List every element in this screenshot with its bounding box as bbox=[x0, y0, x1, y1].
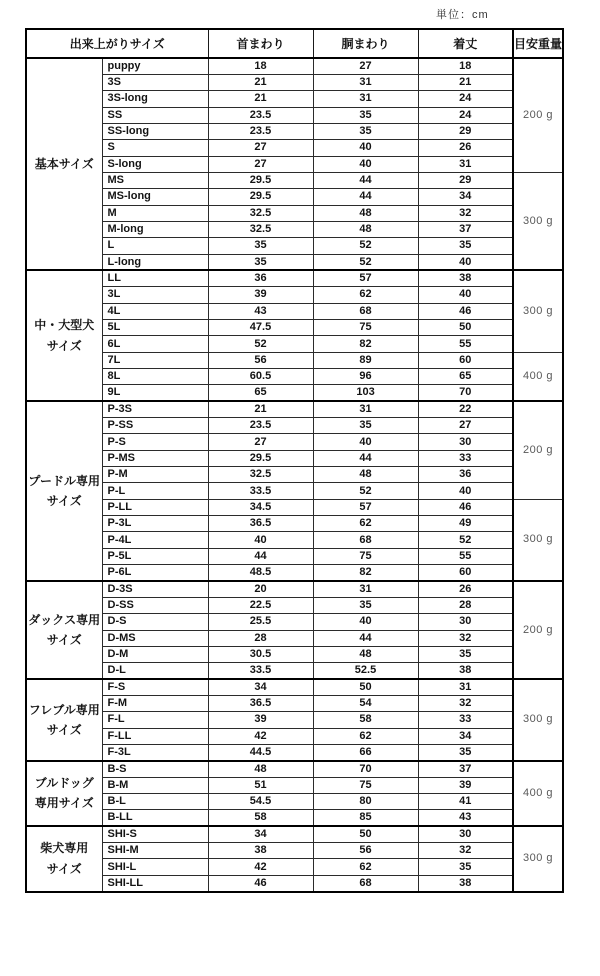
table-row bbox=[26, 597, 563, 613]
table-row bbox=[26, 352, 563, 368]
body-value-cell: 48 bbox=[313, 221, 418, 237]
size-name-cell: D-L bbox=[102, 663, 208, 679]
size-name-cell: P-SS bbox=[102, 418, 208, 434]
body-value-cell: 62 bbox=[313, 516, 418, 532]
size-chart-table bbox=[25, 28, 564, 893]
neck-value-cell: 25.5 bbox=[208, 614, 313, 630]
table-row bbox=[26, 744, 563, 760]
size-name-cell: B-S bbox=[102, 761, 208, 777]
body-value-cell: 75 bbox=[313, 548, 418, 564]
table-row bbox=[26, 761, 563, 777]
size-name-cell: P-MS bbox=[102, 450, 208, 466]
table-row bbox=[26, 74, 563, 90]
table-row bbox=[26, 810, 563, 826]
neck-value-cell: 47.5 bbox=[208, 320, 313, 336]
body-value-cell: 75 bbox=[313, 320, 418, 336]
neck-value-cell: 34 bbox=[208, 826, 313, 842]
length-value-cell: 31 bbox=[418, 679, 513, 695]
length-value-cell: 55 bbox=[418, 548, 513, 564]
body-value-cell: 62 bbox=[313, 287, 418, 303]
neck-value-cell: 23.5 bbox=[208, 123, 313, 139]
length-value-cell: 34 bbox=[418, 728, 513, 744]
length-value-cell: 49 bbox=[418, 516, 513, 532]
neck-value-cell: 18 bbox=[208, 58, 313, 74]
length-value-cell: 32 bbox=[418, 205, 513, 221]
body-value-cell: 48 bbox=[313, 646, 418, 662]
length-value-cell: 50 bbox=[418, 320, 513, 336]
neck-value-cell: 42 bbox=[208, 728, 313, 744]
neck-value-cell: 22.5 bbox=[208, 597, 313, 613]
body-value-cell: 82 bbox=[313, 336, 418, 352]
size-name-cell: S bbox=[102, 140, 208, 156]
neck-value-cell: 21 bbox=[208, 401, 313, 417]
length-value-cell: 24 bbox=[418, 91, 513, 107]
size-name-cell: SHI-M bbox=[102, 843, 208, 859]
neck-value-cell: 29.5 bbox=[208, 172, 313, 188]
body-value-cell: 57 bbox=[313, 270, 418, 286]
neck-value-cell: 32.5 bbox=[208, 221, 313, 237]
length-value-cell: 30 bbox=[418, 826, 513, 842]
body-value-cell: 48 bbox=[313, 205, 418, 221]
body-value-cell: 44 bbox=[313, 450, 418, 466]
header-neck: 首まわり bbox=[208, 29, 313, 58]
table-row bbox=[26, 793, 563, 809]
length-value-cell: 33 bbox=[418, 450, 513, 466]
body-value-cell: 52.5 bbox=[313, 663, 418, 679]
length-value-cell: 41 bbox=[418, 793, 513, 809]
size-name-cell: puppy bbox=[102, 58, 208, 74]
length-value-cell: 46 bbox=[418, 499, 513, 515]
size-name-cell: 5L bbox=[102, 320, 208, 336]
neck-value-cell: 34 bbox=[208, 679, 313, 695]
size-name-cell: F-LL bbox=[102, 728, 208, 744]
length-value-cell: 46 bbox=[418, 303, 513, 319]
length-value-cell: 35 bbox=[418, 646, 513, 662]
size-table-body bbox=[26, 58, 563, 892]
header-body: 胴まわり bbox=[313, 29, 418, 58]
table-row bbox=[26, 205, 563, 221]
table-row bbox=[26, 548, 563, 564]
neck-value-cell: 58 bbox=[208, 810, 313, 826]
neck-value-cell: 36.5 bbox=[208, 695, 313, 711]
size-name-cell: 8L bbox=[102, 369, 208, 385]
header-length: 着丈 bbox=[418, 29, 513, 58]
neck-value-cell: 39 bbox=[208, 287, 313, 303]
table-row bbox=[26, 646, 563, 662]
body-value-cell: 48 bbox=[313, 467, 418, 483]
body-value-cell: 50 bbox=[313, 826, 418, 842]
table-row bbox=[26, 532, 563, 548]
length-value-cell: 29 bbox=[418, 172, 513, 188]
table-row bbox=[26, 58, 563, 74]
neck-value-cell: 20 bbox=[208, 581, 313, 597]
table-row bbox=[26, 777, 563, 793]
body-value-cell: 35 bbox=[313, 107, 418, 123]
length-value-cell: 40 bbox=[418, 483, 513, 499]
table-row bbox=[26, 826, 563, 842]
weight-cell: 200 g bbox=[513, 581, 563, 679]
size-name-cell: 3S-long bbox=[102, 91, 208, 107]
table-row bbox=[26, 254, 563, 270]
size-name-cell: MS-long bbox=[102, 189, 208, 205]
table-row bbox=[26, 859, 563, 875]
body-value-cell: 27 bbox=[313, 58, 418, 74]
neck-value-cell: 39 bbox=[208, 712, 313, 728]
length-value-cell: 27 bbox=[418, 418, 513, 434]
length-value-cell: 34 bbox=[418, 189, 513, 205]
neck-value-cell: 28 bbox=[208, 630, 313, 646]
category-cell: 中・大型犬 サイズ bbox=[26, 270, 102, 401]
body-value-cell: 31 bbox=[313, 74, 418, 90]
table-row bbox=[26, 483, 563, 499]
neck-value-cell: 36.5 bbox=[208, 516, 313, 532]
weight-cell: 300 g bbox=[513, 679, 563, 761]
neck-value-cell: 23.5 bbox=[208, 107, 313, 123]
length-value-cell: 26 bbox=[418, 581, 513, 597]
body-value-cell: 89 bbox=[313, 352, 418, 368]
length-value-cell: 33 bbox=[418, 712, 513, 728]
body-value-cell: 35 bbox=[313, 418, 418, 434]
body-value-cell: 44 bbox=[313, 172, 418, 188]
neck-value-cell: 65 bbox=[208, 385, 313, 401]
neck-value-cell: 44 bbox=[208, 548, 313, 564]
neck-value-cell: 34.5 bbox=[208, 499, 313, 515]
size-name-cell: 4L bbox=[102, 303, 208, 319]
length-value-cell: 43 bbox=[418, 810, 513, 826]
body-value-cell: 58 bbox=[313, 712, 418, 728]
size-name-cell: F-M bbox=[102, 695, 208, 711]
table-row bbox=[26, 875, 563, 891]
size-name-cell: L-long bbox=[102, 254, 208, 270]
body-value-cell: 40 bbox=[313, 156, 418, 172]
table-row bbox=[26, 320, 563, 336]
table-row bbox=[26, 221, 563, 237]
weight-cell: 400 g bbox=[513, 352, 563, 401]
table-row bbox=[26, 270, 563, 286]
table-row bbox=[26, 369, 563, 385]
table-row bbox=[26, 107, 563, 123]
table-row bbox=[26, 418, 563, 434]
size-name-cell: B-M bbox=[102, 777, 208, 793]
length-value-cell: 39 bbox=[418, 777, 513, 793]
length-value-cell: 36 bbox=[418, 467, 513, 483]
neck-value-cell: 27 bbox=[208, 434, 313, 450]
size-name-cell: P-3L bbox=[102, 516, 208, 532]
table-row bbox=[26, 434, 563, 450]
body-value-cell: 54 bbox=[313, 695, 418, 711]
table-row bbox=[26, 238, 563, 254]
neck-value-cell: 44.5 bbox=[208, 744, 313, 760]
body-value-cell: 52 bbox=[313, 254, 418, 270]
table-row bbox=[26, 467, 563, 483]
neck-value-cell: 36 bbox=[208, 270, 313, 286]
table-row bbox=[26, 581, 563, 597]
body-value-cell: 44 bbox=[313, 189, 418, 205]
size-name-cell: SHI-LL bbox=[102, 875, 208, 891]
size-name-cell: 9L bbox=[102, 385, 208, 401]
unit-label: 単位：cm bbox=[436, 9, 489, 21]
header-finished-size: 出来上がりサイズ bbox=[26, 29, 208, 58]
table-row bbox=[26, 516, 563, 532]
length-value-cell: 22 bbox=[418, 401, 513, 417]
body-value-cell: 35 bbox=[313, 597, 418, 613]
size-name-cell: M bbox=[102, 205, 208, 221]
body-value-cell: 62 bbox=[313, 728, 418, 744]
header-weight: 目安重量 bbox=[513, 29, 563, 58]
size-name-cell: P-3S bbox=[102, 401, 208, 417]
size-name-cell: LL bbox=[102, 270, 208, 286]
length-value-cell: 40 bbox=[418, 254, 513, 270]
neck-value-cell: 32.5 bbox=[208, 205, 313, 221]
table-row bbox=[26, 695, 563, 711]
size-name-cell: P-4L bbox=[102, 532, 208, 548]
size-name-cell: P-LL bbox=[102, 499, 208, 515]
body-value-cell: 40 bbox=[313, 614, 418, 630]
category-cell: フレブル専用 サイズ bbox=[26, 679, 102, 761]
body-value-cell: 52 bbox=[313, 483, 418, 499]
size-name-cell: P-6L bbox=[102, 565, 208, 581]
neck-value-cell: 29.5 bbox=[208, 450, 313, 466]
length-value-cell: 29 bbox=[418, 123, 513, 139]
neck-value-cell: 23.5 bbox=[208, 418, 313, 434]
table-row bbox=[26, 614, 563, 630]
size-name-cell: B-L bbox=[102, 793, 208, 809]
table-row bbox=[26, 303, 563, 319]
neck-value-cell: 33.5 bbox=[208, 483, 313, 499]
length-value-cell: 37 bbox=[418, 221, 513, 237]
neck-value-cell: 43 bbox=[208, 303, 313, 319]
table-row bbox=[26, 499, 563, 515]
size-name-cell: SS-long bbox=[102, 123, 208, 139]
table-row bbox=[26, 140, 563, 156]
neck-value-cell: 46 bbox=[208, 875, 313, 891]
size-name-cell: 3L bbox=[102, 287, 208, 303]
length-value-cell: 18 bbox=[418, 58, 513, 74]
length-value-cell: 55 bbox=[418, 336, 513, 352]
size-name-cell: D-M bbox=[102, 646, 208, 662]
size-name-cell: 3S bbox=[102, 74, 208, 90]
category-cell: 柴犬専用 サイズ bbox=[26, 826, 102, 891]
neck-value-cell: 51 bbox=[208, 777, 313, 793]
table-row bbox=[26, 728, 563, 744]
table-row bbox=[26, 91, 563, 107]
neck-value-cell: 32.5 bbox=[208, 467, 313, 483]
table-row bbox=[26, 287, 563, 303]
body-value-cell: 103 bbox=[313, 385, 418, 401]
length-value-cell: 65 bbox=[418, 369, 513, 385]
neck-value-cell: 30.5 bbox=[208, 646, 313, 662]
body-value-cell: 62 bbox=[313, 859, 418, 875]
table-row bbox=[26, 712, 563, 728]
body-value-cell: 50 bbox=[313, 679, 418, 695]
neck-value-cell: 29.5 bbox=[208, 189, 313, 205]
size-name-cell: SS bbox=[102, 107, 208, 123]
body-value-cell: 66 bbox=[313, 744, 418, 760]
table-row bbox=[26, 663, 563, 679]
length-value-cell: 38 bbox=[418, 663, 513, 679]
weight-cell: 300 g bbox=[513, 826, 563, 891]
size-name-cell: 7L bbox=[102, 352, 208, 368]
category-cell: プードル専用 サイズ bbox=[26, 401, 102, 581]
length-value-cell: 30 bbox=[418, 434, 513, 450]
weight-cell: 300 g bbox=[513, 270, 563, 352]
length-value-cell: 70 bbox=[418, 385, 513, 401]
body-value-cell: 44 bbox=[313, 630, 418, 646]
size-name-cell: D-SS bbox=[102, 597, 208, 613]
body-value-cell: 68 bbox=[313, 303, 418, 319]
length-value-cell: 35 bbox=[418, 744, 513, 760]
length-value-cell: 26 bbox=[418, 140, 513, 156]
length-value-cell: 24 bbox=[418, 107, 513, 123]
header-row bbox=[26, 29, 563, 58]
neck-value-cell: 48.5 bbox=[208, 565, 313, 581]
neck-value-cell: 38 bbox=[208, 843, 313, 859]
size-name-cell: P-M bbox=[102, 467, 208, 483]
body-value-cell: 85 bbox=[313, 810, 418, 826]
table-row bbox=[26, 385, 563, 401]
neck-value-cell: 42 bbox=[208, 859, 313, 875]
neck-value-cell: 35 bbox=[208, 238, 313, 254]
length-value-cell: 35 bbox=[418, 859, 513, 875]
size-name-cell: F-S bbox=[102, 679, 208, 695]
table-row bbox=[26, 679, 563, 695]
weight-cell: 200 g bbox=[513, 401, 563, 499]
length-value-cell: 28 bbox=[418, 597, 513, 613]
body-value-cell: 82 bbox=[313, 565, 418, 581]
body-value-cell: 75 bbox=[313, 777, 418, 793]
table-row bbox=[26, 565, 563, 581]
neck-value-cell: 60.5 bbox=[208, 369, 313, 385]
size-name-cell: F-L bbox=[102, 712, 208, 728]
length-value-cell: 40 bbox=[418, 287, 513, 303]
neck-value-cell: 52 bbox=[208, 336, 313, 352]
weight-cell: 300 g bbox=[513, 172, 563, 270]
table-row bbox=[26, 189, 563, 205]
weight-cell: 400 g bbox=[513, 761, 563, 826]
size-name-cell: D-S bbox=[102, 614, 208, 630]
table-row bbox=[26, 401, 563, 417]
table-row bbox=[26, 336, 563, 352]
size-name-cell: D-3S bbox=[102, 581, 208, 597]
table-row bbox=[26, 172, 563, 188]
body-value-cell: 31 bbox=[313, 91, 418, 107]
category-cell: ダックス専用 サイズ bbox=[26, 581, 102, 679]
body-value-cell: 68 bbox=[313, 532, 418, 548]
weight-cell: 200 g bbox=[513, 58, 563, 172]
size-name-cell: P-5L bbox=[102, 548, 208, 564]
size-name-cell: SHI-L bbox=[102, 859, 208, 875]
neck-value-cell: 56 bbox=[208, 352, 313, 368]
size-name-cell: L bbox=[102, 238, 208, 254]
table-row bbox=[26, 630, 563, 646]
size-name-cell: S-long bbox=[102, 156, 208, 172]
length-value-cell: 52 bbox=[418, 532, 513, 548]
body-value-cell: 80 bbox=[313, 793, 418, 809]
table-row bbox=[26, 843, 563, 859]
body-value-cell: 40 bbox=[313, 434, 418, 450]
length-value-cell: 37 bbox=[418, 761, 513, 777]
category-cell: 基本サイズ bbox=[26, 58, 102, 270]
size-name-cell: 6L bbox=[102, 336, 208, 352]
body-value-cell: 57 bbox=[313, 499, 418, 515]
size-name-cell: M-long bbox=[102, 221, 208, 237]
size-name-cell: D-MS bbox=[102, 630, 208, 646]
neck-value-cell: 21 bbox=[208, 74, 313, 90]
length-value-cell: 38 bbox=[418, 270, 513, 286]
neck-value-cell: 35 bbox=[208, 254, 313, 270]
table-row bbox=[26, 123, 563, 139]
body-value-cell: 70 bbox=[313, 761, 418, 777]
neck-value-cell: 27 bbox=[208, 156, 313, 172]
body-value-cell: 56 bbox=[313, 843, 418, 859]
length-value-cell: 32 bbox=[418, 843, 513, 859]
neck-value-cell: 33.5 bbox=[208, 663, 313, 679]
neck-value-cell: 21 bbox=[208, 91, 313, 107]
body-value-cell: 35 bbox=[313, 123, 418, 139]
length-value-cell: 31 bbox=[418, 156, 513, 172]
length-value-cell: 60 bbox=[418, 565, 513, 581]
neck-value-cell: 48 bbox=[208, 761, 313, 777]
size-name-cell: B-LL bbox=[102, 810, 208, 826]
body-value-cell: 52 bbox=[313, 238, 418, 254]
length-value-cell: 60 bbox=[418, 352, 513, 368]
body-value-cell: 96 bbox=[313, 369, 418, 385]
neck-value-cell: 40 bbox=[208, 532, 313, 548]
neck-value-cell: 54.5 bbox=[208, 793, 313, 809]
table-row bbox=[26, 450, 563, 466]
body-value-cell: 40 bbox=[313, 140, 418, 156]
length-value-cell: 35 bbox=[418, 238, 513, 254]
size-name-cell: SHI-S bbox=[102, 826, 208, 842]
weight-cell: 300 g bbox=[513, 499, 563, 581]
length-value-cell: 32 bbox=[418, 630, 513, 646]
length-value-cell: 30 bbox=[418, 614, 513, 630]
length-value-cell: 32 bbox=[418, 695, 513, 711]
size-name-cell: P-S bbox=[102, 434, 208, 450]
neck-value-cell: 27 bbox=[208, 140, 313, 156]
body-value-cell: 68 bbox=[313, 875, 418, 891]
size-name-cell: F-3L bbox=[102, 744, 208, 760]
size-name-cell: P-L bbox=[102, 483, 208, 499]
category-cell: ブルドッグ 専用サイズ bbox=[26, 761, 102, 826]
length-value-cell: 21 bbox=[418, 74, 513, 90]
size-name-cell: MS bbox=[102, 172, 208, 188]
table-row bbox=[26, 156, 563, 172]
length-value-cell: 38 bbox=[418, 875, 513, 891]
body-value-cell: 31 bbox=[313, 581, 418, 597]
body-value-cell: 31 bbox=[313, 401, 418, 417]
